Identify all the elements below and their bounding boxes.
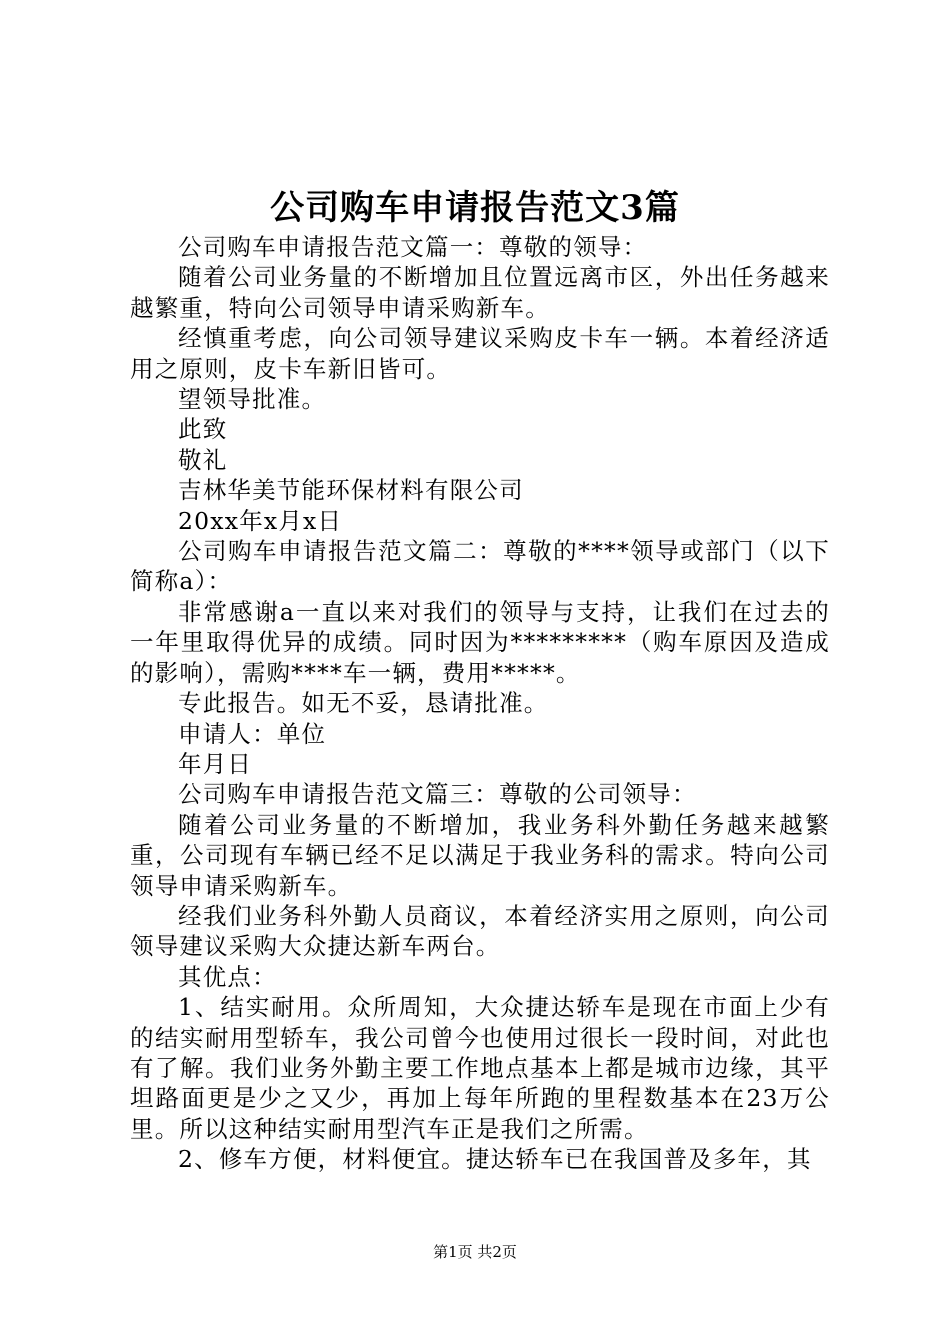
paragraph: 公司购车申请报告范文篇一：尊敬的领导： [178, 233, 648, 261]
paragraph: 2、修车方便，材料便宜。捷达轿车已在我国普及多年，其 [178, 1145, 812, 1174]
paragraph: 此致 [178, 415, 228, 444]
paragraph: 经我们业务科外勤人员商议，本着经济实用之原则，向公司领导建议采购大众捷达新车两台。 [130, 901, 830, 961]
paragraph: 申请人：单位 [178, 719, 327, 748]
paragraph: 其优点： [178, 962, 277, 991]
paragraph: 吉林华美节能环保材料有限公司 [178, 476, 524, 505]
paragraph: 随着公司业务量的不断增加，我业务科外勤任务越来越繁重，公司现有车辆已经不足以满足于我业务科的需求。特向公司领导申请采购新车。 [130, 810, 830, 900]
paragraph: 望领导批准。 [178, 385, 327, 414]
page-footer: 第1页 共2页 [433, 1243, 517, 1261]
paragraph: 经慎重考虑，向公司领导建议采购皮卡车一辆。本着经济适用之原则，皮卡车新旧皆可。 [130, 324, 830, 383]
paragraph: 随着公司业务量的不断增加且位置远离市区，外出任务越来越繁重，特向公司领导申请采购新车。 [130, 263, 830, 322]
paragraph: 专此报告。如无不妥，恳请批准。 [178, 689, 549, 718]
document-title: 公司购车申请报告范文3篇 [270, 188, 680, 228]
paragraph: 敬礼 [178, 445, 228, 474]
document-body [130, 232, 830, 1175]
paragraph: 公司购车申请报告范文篇二：尊敬的****领导或部门（以下简称a）： [130, 537, 830, 596]
paragraph: 非常感谢a一直以来对我们的领导与支持，让我们在过去的一年里取得优异的成绩。同时因为*********（购车原因及造成的影响），需购****车一辆，费用*****。 [130, 597, 830, 687]
paragraph: 20xx年x月x日 [178, 506, 343, 535]
paragraph: 1、结实耐用。众所周知，大众捷达轿车是现在市面上少有的结实耐用型轿车，我公司曾今也使用过很长一段时间，对此也有了解。我们业务外勤主要工作地点基本上都是城市边缘，其平坦路面更是少之又少，再加上每年所跑的里程数基本在23万公里。所以这种结实耐用型汽车正是我们之所需。 [130, 993, 830, 1143]
paragraph: 年月日 [178, 749, 253, 778]
paragraph: 公司购车申请报告范文篇三：尊敬的公司领导： [178, 780, 697, 809]
